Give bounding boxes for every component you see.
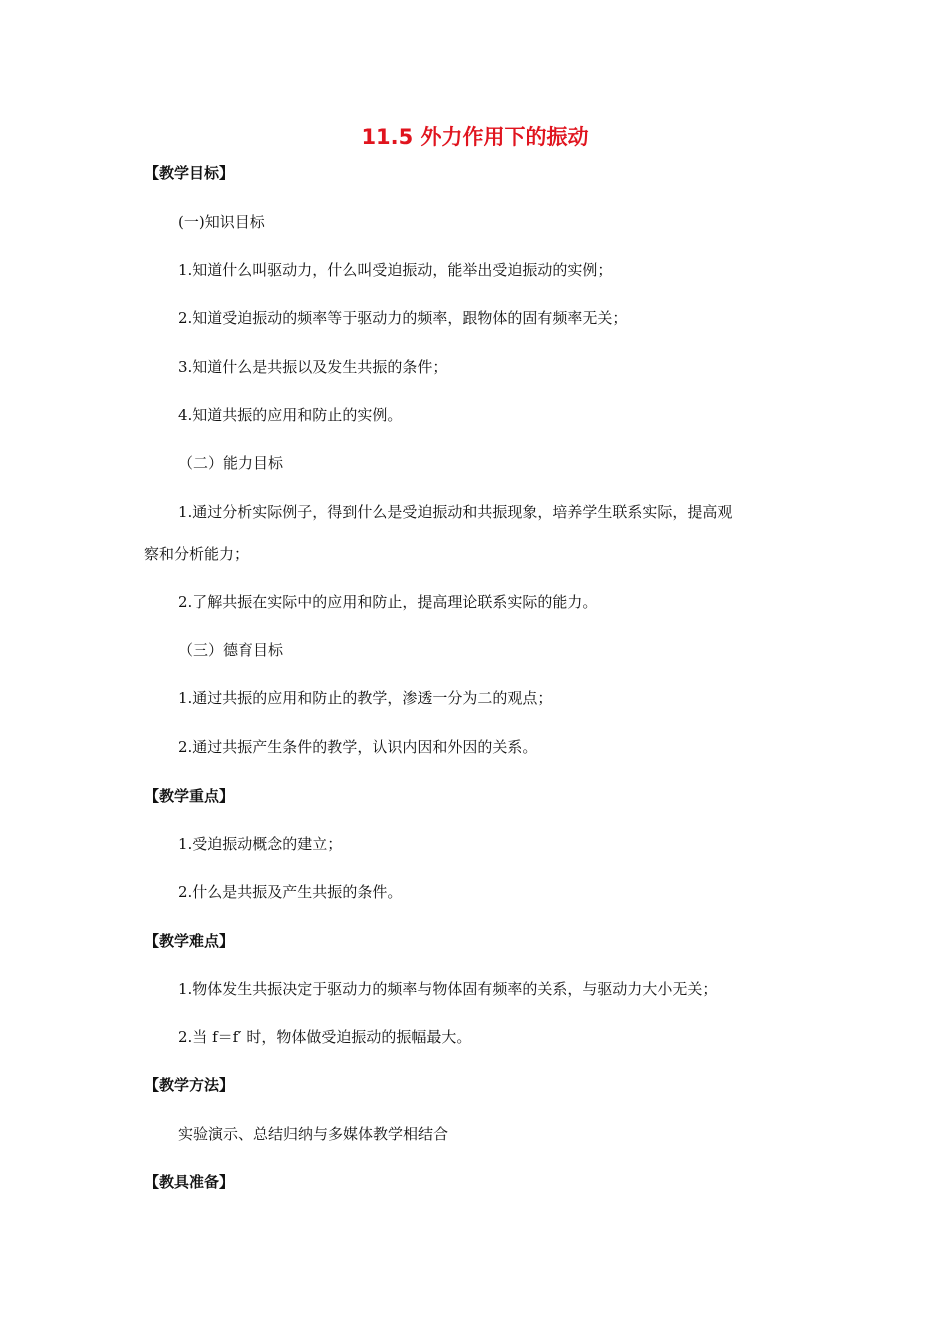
difficulties-heading: 【教学难点】 [144, 932, 235, 950]
methods-heading: 【教学方法】 [144, 1076, 235, 1094]
ability-item-continuation: 察和分析能力； [144, 545, 250, 563]
methods-text: 实验演示、总结归纳与多媒体教学相结合 [178, 1125, 449, 1143]
key-point-item: 2.什么是共振及产生共振的条件。 [178, 883, 403, 901]
knowledge-item: 4.知道共振的应用和防止的实例。 [178, 406, 403, 424]
moral-item: 2.通过共振产生条件的教学，认识内因和外因的关系。 [178, 738, 538, 756]
materials-heading: 【教具准备】 [144, 1173, 235, 1191]
key-points-heading: 【教学重点】 [144, 787, 235, 805]
moral-objectives-label: （三）德育目标 [178, 641, 284, 659]
ability-item: 2.了解共振在实际中的应用和防止，提高理论联系实际的能力。 [178, 593, 598, 611]
knowledge-item: 1.知道什么叫驱动力，什么叫受迫振动，能举出受迫振动的实例； [178, 261, 613, 279]
knowledge-item: 2.知道受迫振动的频率等于驱动力的频率，跟物体的固有频率无关； [178, 309, 628, 327]
knowledge-item: 3.知道什么是共振以及发生共振的条件； [178, 358, 448, 376]
difficulty-item: 1.物体发生共振决定于驱动力的频率与物体固有频率的关系，与驱动力大小无关； [178, 980, 718, 998]
ability-item: 1.通过分析实际例子，得到什么是受迫振动和共振现象，培养学生联系实际，提高观 [178, 503, 733, 521]
key-point-item: 1.受迫振动概念的建立； [178, 835, 343, 853]
difficulty-item: 2.当 f＝f′ 时，物体做受迫振动的振幅最大。 [178, 1028, 472, 1046]
document-title: 11.5 外力作用下的振动 [361, 125, 589, 149]
knowledge-objectives-label: (一)知识目标 [178, 213, 265, 231]
moral-item: 1.通过共振的应用和防止的教学，渗透一分为二的观点； [178, 689, 553, 707]
objectives-heading: 【教学目标】 [144, 164, 235, 182]
ability-objectives-label: （二）能力目标 [178, 454, 284, 472]
